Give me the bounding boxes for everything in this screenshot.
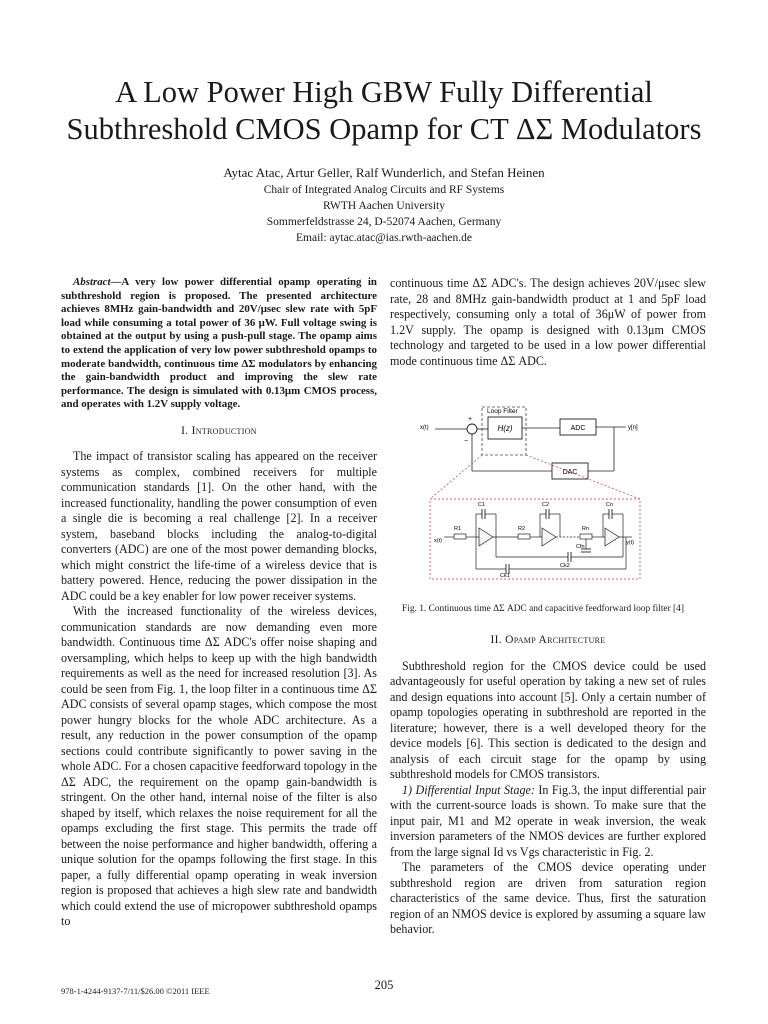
dac-label: DAC [562, 469, 578, 476]
opamp-2 [542, 528, 556, 546]
section-number: II. [490, 634, 502, 646]
hz-label: H(z) [497, 424, 513, 433]
figure-1-caption: Fig. 1. Continuous time ΔΣ ADC and capacitive feedforward loop filter [4] [402, 604, 684, 614]
resistor-rn [580, 534, 592, 539]
zoom-line [526, 455, 640, 499]
affiliation-line: Chair of Integrated Analog Circuits and RF Systems [263, 184, 505, 196]
section-title: Opamp Architecture [505, 634, 606, 646]
title-line-2: Subthreshold CMOS Opamp for CT ΔΣ Modulators [66, 112, 702, 146]
adc-label: ADC [570, 425, 586, 432]
figure-1 [390, 377, 706, 619]
paragraph: Subthreshold region for the CMOS device could be used advantageously for useful operation by taking a new set of rules and design equations into account [5]. Only a certain number of opamp topologies operating in subthreshold are reported in the literature; however, there is a well developed theory for the device models [6]. This section is dedicated to the design and analysis of each circuit stage for the opamp by using subthreshold models for CMOS transistors. [390, 658, 706, 781]
section-heading-opamp-architecture [390, 633, 706, 649]
author-list: Aytac Atac, Artur Geller, Ralf Wunderlich, and Stefan Heinen [223, 165, 545, 180]
opamp-n [605, 528, 619, 546]
r1-label: R1 [454, 526, 462, 532]
minus-sign: − [464, 438, 469, 445]
yn-label: y[n] [628, 425, 638, 431]
paragraph: The impact of transistor scaling has appeared on the receiver systems as complex, combined receivers for multiple communication standards [1]. On the other hand, with the increased functionality, handling the power consumption of even a single die is becoming a real challenge [2]. In a receiver system, baseband blocks including the analog-to-digital converters (ADC) are one of the most power demanding blocks, which might constrict the life-time of a wireless device that is battery powered. Hence, reducing the power dissipation in the ADC could be a key enabler for low power receiver systems. [61, 449, 377, 603]
affiliation [40, 182, 728, 246]
page-number: 205 [374, 978, 394, 992]
paragraph: continuous time ΔΣ ADC's. The design achieves 20V/μsec slew rate, 28 and 8MHz gain-bandwidth product at 1 and 5pF load respectively, consuming only a total of 36μW of power from 1.2V supply. The opamp is designed with 0.13μm CMOS technology and targeted to be used in a low power differential mode continuous time ΔΣ ADC. [390, 276, 706, 368]
cn-label: Cn [606, 502, 614, 508]
cfn-label: Cfn [576, 544, 585, 550]
paragraph: With the increased functionality of the wireless devices, communication standards are now demanding even more bandwidth. Continuous time ΔΣ ADC's offer noise shaping and oversampling, which helps to keep up with the high bandwidth requirements as well as the need for increased resolution [3]. As could be seen from Fig. 1, the loop filter in a continuous time ΔΣ ADC consists of several opamp stages, which compose the most power hungry blocks for the whole ADC architecture. As a result, any reduction in the power consumption of the opamp sections could contribute significantly to power saving in the whole ADC. For a chosen capacitive feedforward topology in the ΔΣ ADC, the requirement on the opamp gain-bandwidth is stringent. On the other hand, internal noise of the filter is also shaped by itself, which relaxes the noise requirement for all the opamps excluding the first stage. This permits the trade off between the noise performance and higher bandwidth, offering a unique solution for the opamps following the first stage. In this paper, a fully differential opamp operating in weak inversion region is proposed that achieves a high slew rate and bandwidth which could extend the use of micropower subthreshold opamps to [61, 604, 377, 929]
resistor-r1 [454, 534, 466, 539]
paragraph-body: In Fig.3, the input differential pair with the current-source loads is shown. To make sure that the input pair, M1 and M2 operate in weak inversion, the weak inversion parameters of the NMOS devices are further explored from the large signal Id vs Vgs characteristic in Fig. 2. [390, 782, 706, 859]
rn-label: Rn [582, 526, 590, 532]
c1-label: C1 [478, 502, 486, 508]
y-out-label: y(t) [626, 540, 634, 546]
affiliation-line: RWTH Aachen University [322, 200, 445, 212]
paper-title [40, 74, 728, 148]
abstract-text: —A very low power differential opamp operating in subthreshold region is proposed. The presented architecture achieves 8MHz gain-bandwidth and 20V/μsec slew rate with 5pF load while consuming a total power of 36 μW. Full voltage swing is obtained at the output by using a push-pull stage. The opamp aims to extend the application of very low power subthreshold opamps to moderate bandwidth, continuous time ΔΣ modulators by enhancing the gain-bandwidth product and improving the slew rate performance. The design is simulated with 0.13μm CMOS process, and operates with 1.2V supply voltage. [61, 276, 377, 411]
opamp-1 [479, 528, 493, 546]
plus-sign: + [468, 416, 473, 423]
loop-filter-label: Loop Filter [487, 408, 518, 415]
title-line-1: A Low Power High GBW Fully Differential [115, 75, 653, 109]
left-column [61, 276, 377, 930]
affiliation-email: Email: aytac.atac@ias.rwth-aachen.de [296, 232, 472, 244]
summing-junction [467, 424, 477, 434]
abstract-label: Abstract [73, 276, 111, 288]
figure-1-diagram [390, 377, 706, 619]
subsection-heading: 1) Differential Input Stage: [402, 782, 535, 797]
x-in-label: x(t) [434, 538, 442, 544]
c2-label: C2 [542, 502, 550, 508]
paragraph: The parameters of the CMOS device operating under subthreshold region are driven from saturation region characteristics of the same device. Thus, first the saturation region of an NMOS device is explored by assuming a square law behavior. [390, 860, 706, 936]
r2-label: R2 [518, 526, 526, 532]
section-heading-introduction [61, 424, 377, 440]
section-title: Introduction [191, 424, 257, 437]
right-column [390, 276, 706, 938]
abstract [61, 276, 377, 412]
affiliation-line: Sommerfeldstrasse 24, D-52074 Aachen, Germany [266, 216, 502, 228]
copyright-footer: 978-1-4244-9137-7/11/$26.00 ©2011 IEEE [61, 986, 210, 996]
paragraph [390, 783, 706, 861]
resistor-r2 [518, 534, 530, 539]
section-number: I. [181, 424, 189, 437]
xt-label: x(t) [420, 425, 429, 431]
ck2-label: Ck2 [560, 563, 570, 569]
zoom-line [430, 455, 482, 499]
ck1-label: Ck1 [500, 573, 510, 579]
